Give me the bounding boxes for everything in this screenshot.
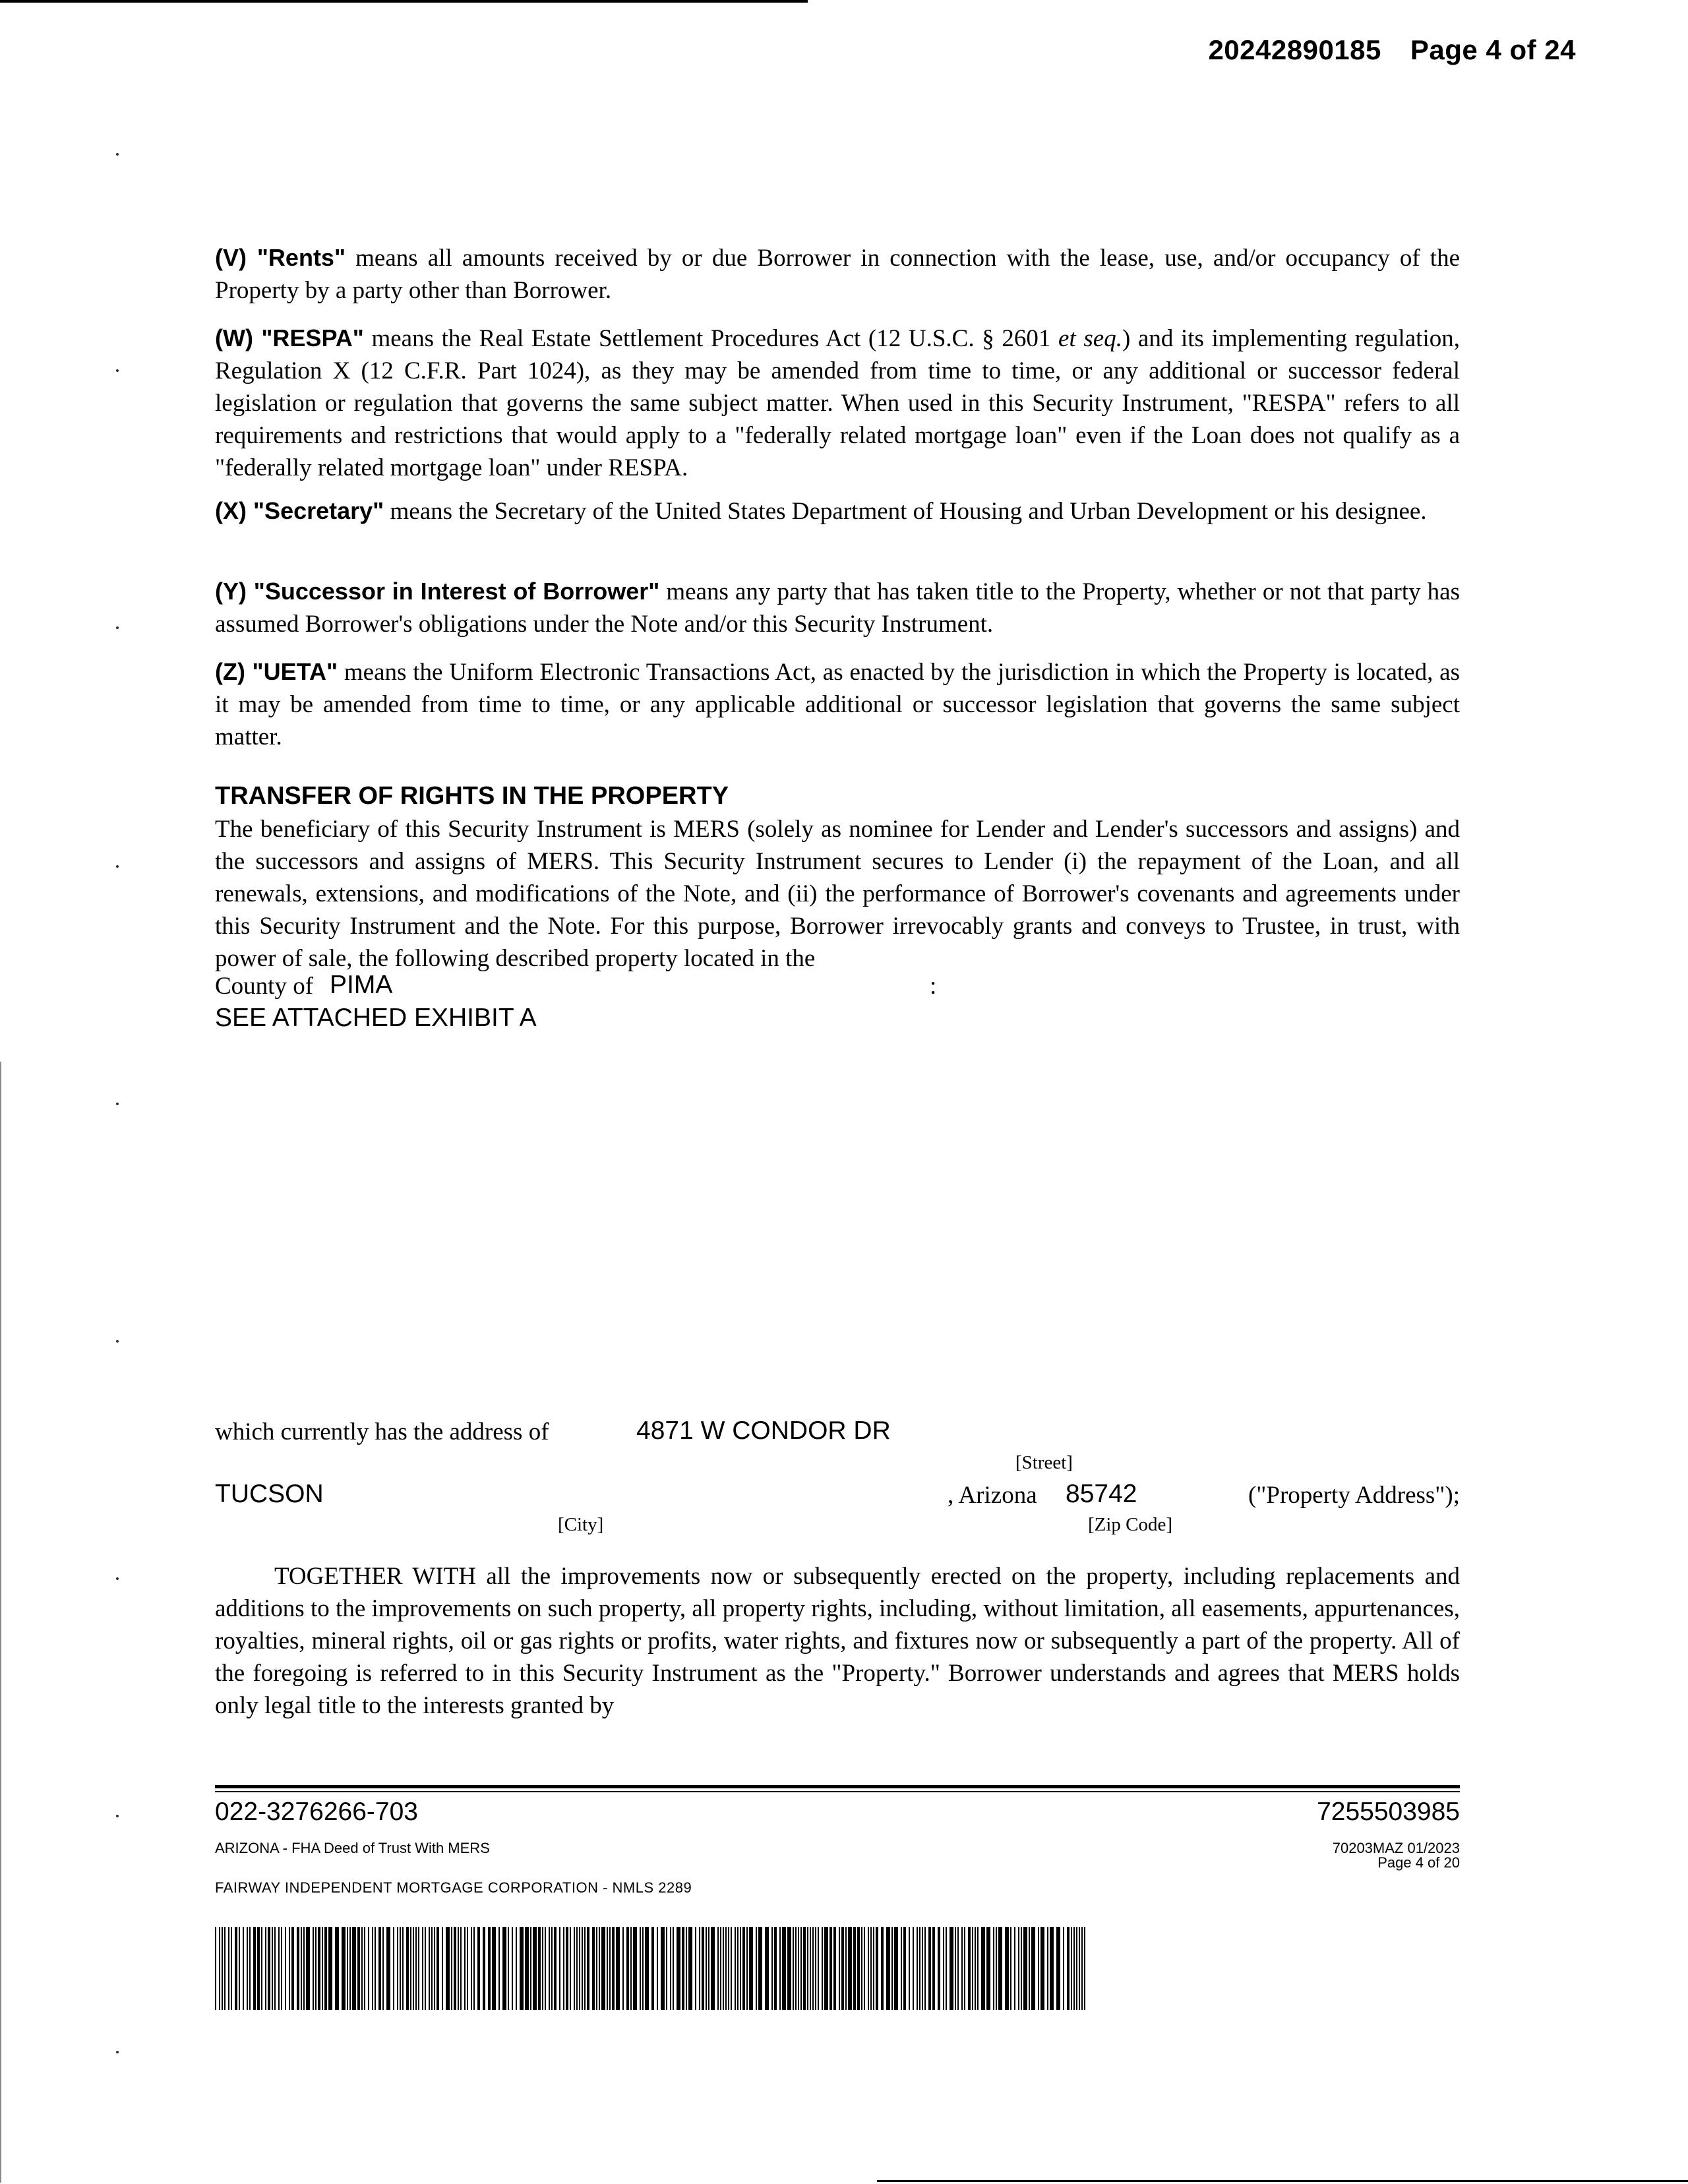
barcode-bar bbox=[686, 1927, 687, 2010]
barcode-bar bbox=[257, 1927, 260, 2010]
barcode-bar bbox=[670, 1927, 671, 2010]
definition-rents bbox=[215, 241, 1460, 307]
barcode-bar bbox=[688, 1927, 692, 2010]
barcode-bar bbox=[235, 1927, 237, 2010]
barcode-bar bbox=[313, 1927, 314, 2010]
barcode-bar bbox=[1081, 1927, 1083, 2010]
barcode-bar bbox=[1073, 1927, 1075, 2010]
barcode-bar bbox=[352, 1927, 356, 2010]
county-prefix: County of bbox=[215, 973, 314, 1000]
barcode-bar bbox=[538, 1927, 541, 2010]
barcode-bar bbox=[924, 1927, 926, 2010]
together-paragraph: TOGETHER WITH all the improvements now or subsequently erected on the property, including replacements and additions to the improvements on such property, all property rights, including, without limitation, all easements, appurtenances, royalties, mineral rights, oil or gas rights or profits, water rights, and fixtures now or subsequently a part of the property. All of the foregoing is referred to in this Security Instrument as the "Property." Borrower understands and agrees that MERS holds only legal title to the interests granted by bbox=[215, 1563, 1460, 1719]
barcode-bar bbox=[818, 1927, 819, 2010]
barcode-bar bbox=[446, 1927, 450, 2010]
barcode-bar bbox=[587, 1927, 589, 2010]
barcode-bar bbox=[1063, 1927, 1064, 2010]
barcode-bar bbox=[673, 1927, 674, 2010]
barcode-bar bbox=[222, 1927, 223, 2010]
barcode-bar bbox=[253, 1927, 256, 2010]
barcode-bar bbox=[303, 1927, 305, 2010]
barcode-bar bbox=[782, 1927, 786, 2010]
margin-dot bbox=[116, 1103, 119, 1105]
barcode-bar bbox=[702, 1927, 704, 2010]
barcode-bar bbox=[375, 1927, 376, 2010]
barcode-bar bbox=[717, 1927, 719, 2010]
barcode-bar bbox=[301, 1927, 302, 2010]
barcode-bar bbox=[347, 1927, 348, 2010]
definition-text: means any party that has taken title to the Property, whether or not that party has assumed Borrower's obligations under the Note and/or this Security Instrument. bbox=[215, 578, 1460, 638]
barcode-bar bbox=[917, 1927, 918, 2010]
barcode-bar bbox=[592, 1927, 595, 2010]
footer-rule bbox=[215, 1785, 1460, 1788]
barcode-bar bbox=[891, 1927, 893, 2010]
zip-value: 85742 bbox=[1066, 1480, 1137, 1508]
barcode-bar bbox=[322, 1927, 323, 2010]
barcode-bar bbox=[483, 1927, 485, 2010]
barcode-bar bbox=[833, 1927, 836, 2010]
barcode-bar bbox=[247, 1927, 248, 2010]
barcode-bar bbox=[1021, 1927, 1022, 2010]
barcode-bar bbox=[913, 1927, 914, 2010]
barcode-bar bbox=[682, 1927, 684, 2010]
barcode-bar bbox=[824, 1927, 828, 2010]
barcode-bar bbox=[873, 1927, 874, 2010]
barcode-bar bbox=[554, 1927, 557, 2010]
definition-successor bbox=[215, 575, 1460, 640]
property-address-label: ("Property Address"); bbox=[1248, 1482, 1460, 1509]
barcode-bar bbox=[972, 1927, 973, 2010]
margin-dot bbox=[116, 369, 119, 372]
barcode-bar bbox=[737, 1927, 738, 2010]
definition-term: (W) "RESPA" bbox=[215, 324, 364, 351]
barcode-bar bbox=[364, 1927, 365, 2010]
barcode-bar bbox=[946, 1927, 947, 2010]
barcode-bar bbox=[841, 1927, 844, 2010]
barcode-bar bbox=[582, 1927, 583, 2010]
barcode-bar bbox=[943, 1927, 944, 2010]
section-heading: TRANSFER OF RIGHTS IN THE PROPERTY bbox=[215, 782, 729, 810]
barcode-bar bbox=[711, 1927, 715, 2010]
barcode-bar bbox=[901, 1927, 902, 2010]
definition-term: (Z) "UETA" bbox=[215, 658, 338, 685]
barcode-bar bbox=[677, 1927, 680, 2010]
barcode-bar bbox=[429, 1927, 430, 2010]
definition-text: means all amounts received by or due Borrower in connection with the lease, use, and/or occupancy of the Property by a party other than Borrower. bbox=[215, 245, 1460, 304]
barcode-bar bbox=[559, 1927, 560, 2010]
barcode-bar bbox=[640, 1927, 641, 2010]
barcode-bar bbox=[861, 1927, 862, 2010]
form-title: ARIZONA - FHA Deed of Trust With MERS bbox=[215, 1840, 490, 1856]
barcode-bar bbox=[378, 1927, 381, 2010]
barcode-bar bbox=[508, 1927, 509, 2010]
barcode-bar bbox=[324, 1927, 327, 2010]
barcode-bar bbox=[626, 1927, 629, 2010]
barcode-bar bbox=[706, 1927, 707, 2010]
barcode-bar bbox=[393, 1927, 394, 2010]
barcode-bar bbox=[219, 1927, 220, 2010]
street-label: [Street] bbox=[1015, 1452, 1073, 1473]
margin-dot bbox=[116, 153, 119, 156]
county-colon: : bbox=[930, 973, 937, 1000]
barcode-bar bbox=[1047, 1927, 1048, 2010]
barcode-bar bbox=[498, 1927, 500, 2010]
barcode-bar bbox=[471, 1927, 472, 2010]
barcode-bar bbox=[651, 1927, 654, 2010]
barcode-bar bbox=[1018, 1927, 1019, 2010]
footer-rule-thin bbox=[215, 1791, 1460, 1792]
barcode-bar bbox=[460, 1927, 462, 2010]
barcode-bar bbox=[451, 1927, 452, 2010]
city-label: [City] bbox=[558, 1514, 604, 1535]
barcode-bar bbox=[563, 1927, 564, 2010]
loan-number: 7255503985 bbox=[1317, 1798, 1460, 1826]
barcode-bar bbox=[800, 1927, 802, 2010]
barcode-bar bbox=[758, 1927, 762, 2010]
barcode-bar bbox=[454, 1927, 456, 2010]
barcode-bar bbox=[975, 1927, 976, 2010]
barcode-bar bbox=[574, 1927, 575, 2010]
address-intro: which currently has the address of bbox=[215, 1418, 549, 1445]
barcode-bar bbox=[964, 1927, 965, 2010]
barcode-bar bbox=[520, 1927, 524, 2010]
bottom-scan-rule bbox=[877, 2180, 1688, 2182]
county-value: PIMA bbox=[330, 971, 393, 999]
barcode-bar bbox=[268, 1927, 270, 2010]
barcode-bar bbox=[612, 1927, 615, 2010]
barcode-bar bbox=[601, 1927, 605, 2010]
barcode-bar bbox=[699, 1927, 700, 2010]
barcode-bar bbox=[542, 1927, 543, 2010]
barcode-bar bbox=[406, 1927, 409, 2010]
lender-name: FAIRWAY INDEPENDENT MORTGAGE CORPORATION - NMLS 2289 bbox=[215, 1879, 692, 1896]
barcode-bar bbox=[961, 1927, 963, 2010]
barcode-bar bbox=[695, 1927, 696, 2010]
barcode-bar bbox=[779, 1927, 781, 2010]
barcode-bar bbox=[291, 1927, 294, 2010]
state-prefix: , Arizona bbox=[948, 1482, 1037, 1509]
barcode-bar bbox=[473, 1927, 475, 2010]
barcode-bar bbox=[938, 1927, 940, 2010]
barcode-bar bbox=[981, 1927, 985, 2010]
barcode-bar bbox=[361, 1927, 363, 2010]
barcode-bar bbox=[807, 1927, 808, 2010]
barcode-bar bbox=[281, 1927, 282, 2010]
barcode-bar bbox=[458, 1927, 459, 2010]
barcode-bar bbox=[723, 1927, 724, 2010]
street-value: 4871 W CONDOR DR bbox=[636, 1416, 891, 1445]
barcode-bar bbox=[756, 1927, 757, 2010]
barcode-bar bbox=[400, 1927, 401, 2010]
barcode-bar bbox=[584, 1927, 586, 2010]
barcode-bar bbox=[848, 1927, 852, 2010]
barcode-bar bbox=[986, 1927, 990, 2010]
barcode-bar bbox=[261, 1927, 262, 2010]
barcode-bar bbox=[525, 1927, 529, 2010]
barcode-bar bbox=[422, 1927, 423, 2010]
barcode-bar bbox=[728, 1927, 729, 2010]
barcode-bar bbox=[771, 1927, 773, 2010]
barcode-bar bbox=[488, 1927, 491, 2010]
barcode-bar bbox=[297, 1927, 299, 2010]
barcode-bar bbox=[477, 1927, 480, 2010]
barcode-bar bbox=[566, 1927, 568, 2010]
barcode-bar bbox=[549, 1927, 550, 2010]
barcode-bar bbox=[425, 1927, 426, 2010]
definition-respa bbox=[215, 322, 1460, 484]
barcode-bar bbox=[803, 1927, 806, 2010]
barcode-bar bbox=[968, 1927, 971, 2010]
barcode-bar bbox=[278, 1927, 280, 2010]
barcode-bar bbox=[1005, 1927, 1009, 2010]
barcode-bar bbox=[492, 1927, 496, 2010]
barcode-bar bbox=[1079, 1927, 1080, 2010]
barcode-bar bbox=[1076, 1927, 1077, 2010]
barcode-bar bbox=[502, 1927, 506, 2010]
barcode-bar bbox=[1038, 1927, 1039, 2010]
barcode-bar bbox=[774, 1927, 777, 2010]
barcode-bar bbox=[957, 1927, 959, 2010]
barcode-bar bbox=[725, 1927, 727, 2010]
margin-dot bbox=[116, 865, 119, 868]
barcode-bar bbox=[386, 1927, 390, 2010]
barcode-bar bbox=[1010, 1927, 1011, 2010]
barcode-bar bbox=[431, 1927, 433, 2010]
barcode-bar bbox=[437, 1927, 439, 2010]
barcode-bar bbox=[596, 1927, 597, 2010]
scan-left-edge bbox=[0, 1062, 1, 2183]
recording-page-label: Page 4 of 24 bbox=[1410, 34, 1576, 65]
barcode-bar bbox=[645, 1927, 649, 2010]
form-code: 70203MAZ 01/2023 bbox=[1332, 1840, 1460, 1856]
barcode-bar bbox=[265, 1927, 266, 2010]
barcode-bar bbox=[516, 1927, 517, 2010]
margin-dot bbox=[116, 626, 119, 629]
barcode-bar bbox=[1031, 1927, 1035, 2010]
definition-secretary bbox=[215, 495, 1460, 528]
barcode bbox=[215, 1927, 1085, 2010]
barcode-bar bbox=[274, 1927, 276, 2010]
barcode-bar bbox=[870, 1927, 872, 2010]
barcode-bar bbox=[749, 1927, 753, 2010]
barcode-bar bbox=[335, 1927, 339, 2010]
barcode-bar bbox=[328, 1927, 332, 2010]
barcode-bar bbox=[224, 1927, 226, 2010]
barcode-bar bbox=[349, 1927, 351, 2010]
barcode-bar bbox=[815, 1927, 816, 2010]
barcode-bar bbox=[977, 1927, 979, 2010]
barcode-bar bbox=[231, 1927, 232, 2010]
form-page: Page 4 of 20 bbox=[1377, 1854, 1460, 1871]
barcode-bar bbox=[746, 1927, 748, 2010]
barcode-bar bbox=[1023, 1927, 1027, 2010]
barcode-bar bbox=[661, 1927, 665, 2010]
barcode-bar bbox=[822, 1927, 823, 2010]
barcode-bar bbox=[215, 1927, 216, 2010]
barcode-bar bbox=[467, 1927, 468, 2010]
barcode-bar bbox=[829, 1927, 832, 2010]
definition-text: means the Uniform Electronic Transactions Act, as enacted by the jurisdiction in which the Property is located, as it may be amended from time to time, or any applicable additional or successor legislation that governs the same subject matter. bbox=[215, 659, 1460, 750]
barcode-bar bbox=[402, 1927, 404, 2010]
barcode-bar bbox=[599, 1927, 600, 2010]
barcode-bar bbox=[955, 1927, 956, 2010]
barcode-bar bbox=[857, 1927, 860, 2010]
barcode-bar bbox=[512, 1927, 513, 2010]
definition-term: (X) "Secretary" bbox=[215, 497, 384, 524]
barcode-bar bbox=[876, 1927, 878, 2010]
barcode-bar bbox=[787, 1927, 791, 2010]
barcode-bar bbox=[845, 1927, 847, 2010]
definition-term: (Y) "Successor in Interest of Borrower" bbox=[215, 578, 660, 605]
barcode-bar bbox=[812, 1927, 814, 2010]
barcode-bar bbox=[607, 1927, 608, 2010]
barcode-bar bbox=[798, 1927, 799, 2010]
barcode-bar bbox=[932, 1927, 935, 2010]
barcode-bar bbox=[306, 1927, 310, 2010]
barcode-bar bbox=[720, 1927, 721, 2010]
margin-dot bbox=[116, 2051, 119, 2053]
barcode-bar bbox=[342, 1927, 346, 2010]
barcode-bar bbox=[735, 1927, 736, 2010]
definition-ueta bbox=[215, 655, 1460, 753]
definition-italic: et seq. bbox=[1058, 325, 1122, 352]
definition-text: means the Secretary of the United States Department of Housing and Urban Development or his designee. bbox=[384, 498, 1427, 525]
barcode-bar bbox=[249, 1927, 251, 2010]
barcode-bar bbox=[996, 1927, 997, 2010]
barcode-bar bbox=[993, 1927, 994, 2010]
barcode-bar bbox=[922, 1927, 923, 2010]
city-value: TUCSON bbox=[215, 1480, 324, 1508]
barcode-bar bbox=[372, 1927, 373, 2010]
barcode-bar bbox=[289, 1927, 290, 2010]
margin-dot bbox=[116, 1815, 119, 1817]
barcode-bar bbox=[410, 1927, 411, 2010]
barcode-bar bbox=[545, 1927, 546, 2010]
barcode-bar bbox=[315, 1927, 316, 2010]
barcode-bar bbox=[1040, 1927, 1044, 2010]
top-scan-rule bbox=[0, 0, 808, 3]
page-header bbox=[1208, 34, 1576, 66]
barcode-bar bbox=[919, 1927, 920, 2010]
barcode-bar bbox=[1067, 1927, 1070, 2010]
barcode-bar bbox=[894, 1927, 898, 2010]
barcode-bar bbox=[928, 1927, 931, 2010]
barcode-bar bbox=[616, 1927, 620, 2010]
barcode-bar bbox=[708, 1927, 709, 2010]
barcode-bar bbox=[657, 1927, 658, 2010]
barcode-bar bbox=[742, 1927, 745, 2010]
barcode-bar bbox=[795, 1927, 797, 2010]
barcode-bar bbox=[630, 1927, 632, 2010]
barcode-bar bbox=[609, 1927, 611, 2010]
barcode-bar bbox=[793, 1927, 794, 2010]
definition-text: means the Real Estate Settlement Procedures Act (12 U.S.C. § 2601 bbox=[363, 325, 1059, 352]
barcode-bar bbox=[415, 1927, 417, 2010]
barcode-bar bbox=[243, 1927, 244, 2010]
barcode-bar bbox=[642, 1927, 644, 2010]
barcode-bar bbox=[418, 1927, 419, 2010]
barcode-bar bbox=[551, 1927, 553, 2010]
barcode-bar bbox=[1050, 1927, 1054, 2010]
barcode-bar bbox=[731, 1927, 732, 2010]
barcode-bar bbox=[318, 1927, 320, 2010]
barcode-bar bbox=[464, 1927, 466, 2010]
barcode-bar bbox=[382, 1927, 384, 2010]
barcode-bar bbox=[1071, 1927, 1072, 2010]
barcode-bar bbox=[1029, 1927, 1030, 2010]
barcode-bar bbox=[903, 1927, 906, 2010]
barcode-bar bbox=[1056, 1927, 1060, 2010]
document-number: 20242890185 bbox=[1208, 34, 1381, 65]
barcode-bar bbox=[666, 1927, 667, 2010]
barcode-bar bbox=[1014, 1927, 1015, 2010]
barcode-bar bbox=[285, 1927, 286, 2010]
barcode-bar bbox=[886, 1927, 890, 2010]
barcode-bar bbox=[272, 1927, 273, 2010]
legal-description: SEE ATTACHED EXHIBIT A bbox=[215, 1004, 537, 1032]
barcode-bar bbox=[950, 1927, 953, 2010]
barcode-bar bbox=[853, 1927, 856, 2010]
barcode-bar bbox=[442, 1927, 443, 2010]
barcode-bar bbox=[810, 1927, 811, 2010]
barcode-bar bbox=[881, 1927, 884, 2010]
barcode-bar bbox=[868, 1927, 869, 2010]
barcode-bar bbox=[622, 1927, 624, 2010]
barcode-bar bbox=[397, 1927, 398, 2010]
barcode-bar bbox=[1084, 1927, 1085, 2010]
barcode-bar bbox=[228, 1927, 229, 2010]
barcode-bar bbox=[357, 1927, 360, 2010]
barcode-bar bbox=[570, 1927, 571, 2010]
barcode-bar bbox=[533, 1927, 537, 2010]
barcode-bar bbox=[740, 1927, 741, 2010]
barcode-bar bbox=[576, 1927, 578, 2010]
barcode-bar bbox=[765, 1927, 769, 2010]
barcode-bar bbox=[239, 1927, 240, 2010]
transfer-paragraph: The beneficiary of this Security Instrument is MERS (solely as nominee for Lender and Lender's successors and assigns) and the successors and assigns of MERS. This Security Instrument secures to Lender (i) the repayment of the Loan, and all renewals, extensions, and modifications of the Note, and (ii) the performance of Borrower's covenants and agreements under this Security Instrument and the Note. For this purpose, Borrower irrevocably grants and conveys to Trustee, in trust, with power of sale, the following described property located in the bbox=[215, 816, 1460, 972]
barcode-bar bbox=[909, 1927, 910, 2010]
barcode-bar bbox=[434, 1927, 435, 2010]
barcode-bar bbox=[633, 1927, 637, 2010]
barcode-bar bbox=[530, 1927, 531, 2010]
barcode-bar bbox=[864, 1927, 865, 2010]
barcode-bar bbox=[839, 1927, 840, 2010]
barcode-bar bbox=[998, 1927, 1002, 2010]
margin-dot bbox=[116, 1577, 119, 1580]
barcode-bar bbox=[579, 1927, 580, 2010]
definition-text: ) and its implementing regulation, Regulation X (12 C.F.R. Part 1024), as they may be amended from time to time, or any additional or successor federal legislation or regulation that governs the same subject matter. When used in this Security Instrument, "RESPA" refers to all requirements and restrictions that would apply to a "federally related mortgage loan" even if the Loan does not qualify as a "federally related mortgage loan" under RESPA. bbox=[215, 325, 1460, 481]
zip-label: [Zip Code] bbox=[1088, 1514, 1173, 1535]
barcode-bar bbox=[368, 1927, 369, 2010]
margin-dot bbox=[116, 1340, 119, 1343]
fha-case-number: 022-3276266-703 bbox=[215, 1798, 418, 1826]
definition-term: (V) "Rents" bbox=[215, 244, 346, 271]
barcode-bar bbox=[413, 1927, 414, 2010]
